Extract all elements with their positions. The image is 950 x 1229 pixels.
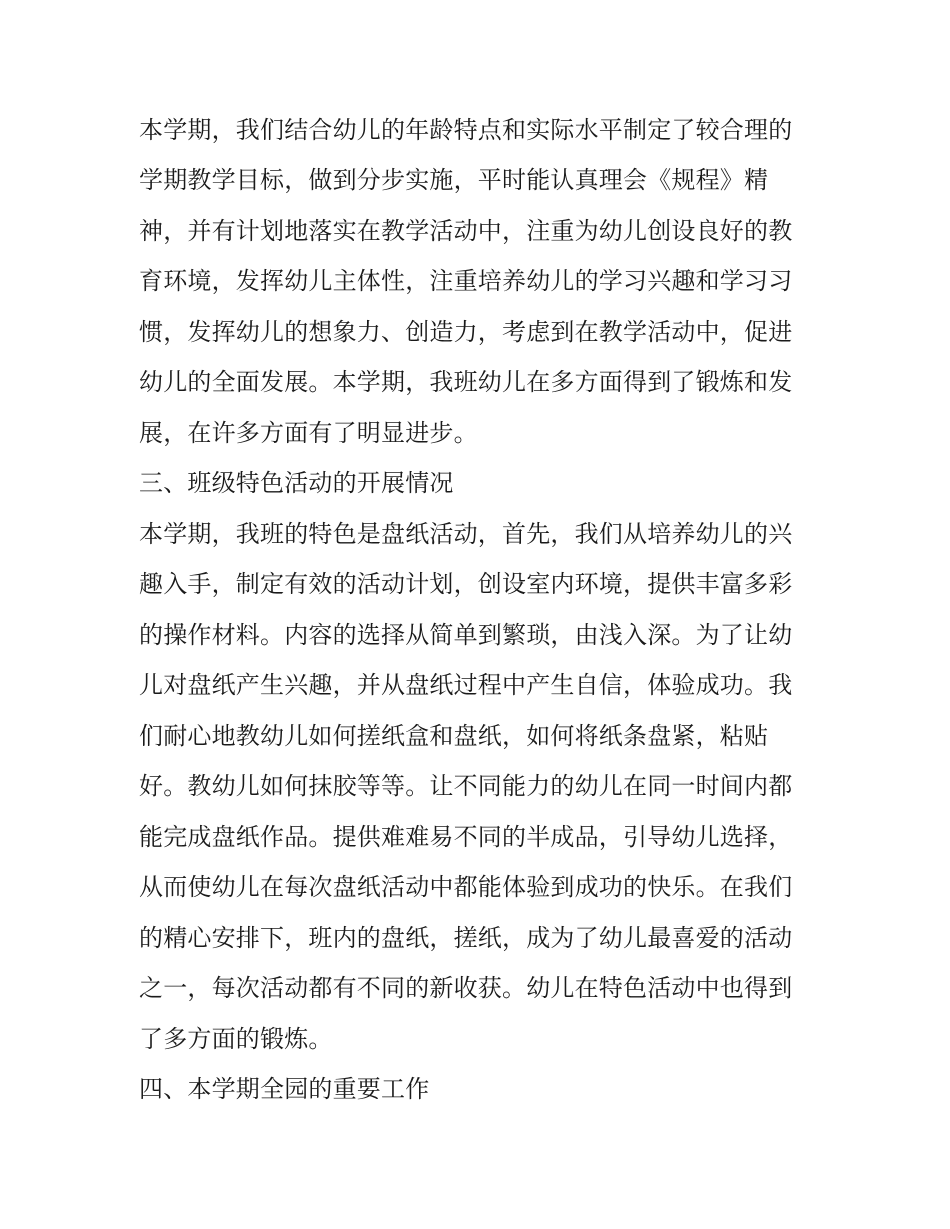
section-heading: 三、班级特色活动的开展情况 [139, 469, 454, 497]
paragraph-line: 本学期，我班的特色是盘纸活动，首先，我们从培养幼儿的兴 [139, 520, 793, 548]
paragraph-line: 学期教学目标，做到分步实施，平时能认真理会《规程》精 [139, 166, 769, 194]
paragraph-line: 从而使幼儿在每次盘纸活动中都能体验到成功的快乐。在我们 [139, 873, 793, 901]
paragraph-line: 的操作材料。内容的选择从简单到繁琐，由浅入深。为了让幼 [139, 621, 793, 649]
paragraph-line: 展，在许多方面有了明显进步。 [139, 419, 478, 447]
paragraph-line: 们耐心地教幼儿如何搓纸盒和盘纸，如何将纸条盘紧，粘贴 [139, 722, 769, 750]
paragraph-line: 能完成盘纸作品。提供难难易不同的半成品，引导幼儿选择， [139, 823, 793, 851]
paragraph-line: 神，并有计划地落实在教学活动中，注重为幼儿创设良好的教 [139, 217, 793, 245]
paragraph-line: 惯，发挥幼儿的想象力、创造力，考虑到在教学活动中，促进 [139, 318, 793, 346]
paragraph-line: 本学期，我们结合幼儿的年龄特点和实际水平制定了较合理的 [139, 116, 793, 144]
paragraph-line: 之一，每次活动都有不同的新收获。幼儿在特色活动中也得到 [139, 974, 793, 1002]
paragraph-line: 了多方面的锻炼。 [139, 1025, 333, 1053]
section-heading: 四、本学期全园的重要工作 [139, 1075, 430, 1103]
paragraph-line: 幼儿的全面发展。本学期，我班幼儿在多方面得到了锻炼和发 [139, 368, 793, 396]
paragraph-line: 好。教幼儿如何抹胶等等。让不同能力的幼儿在同一时间内都 [139, 772, 793, 800]
paragraph-line: 育环境，发挥幼儿主体性，注重培养幼儿的学习兴趣和学习习 [139, 267, 793, 295]
paragraph-line: 儿对盘纸产生兴趣，并从盘纸过程中产生自信，体验成功。我 [139, 671, 793, 699]
paragraph-line: 趣入手，制定有效的活动计划，创设室内环境，提供丰富多彩 [139, 570, 793, 598]
paragraph-line: 的精心安排下，班内的盘纸，搓纸，成为了幼儿最喜爱的活动 [139, 924, 793, 952]
